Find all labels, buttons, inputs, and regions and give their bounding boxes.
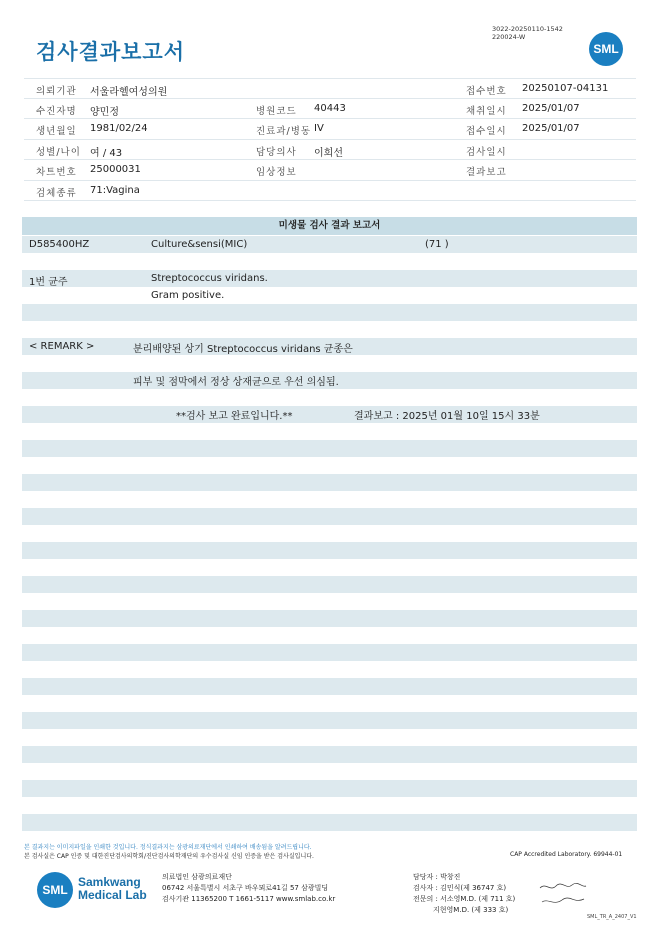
document-code — [492, 25, 563, 41]
print-notice: 본 결과지는 이미지파일을 인쇄한 것입니다. 정식결과지는 삼광의료재단에서 인쇄하여 배송됨을 알려드립니다. — [24, 844, 312, 851]
staff-info — [413, 872, 515, 916]
form-version: SML_TR_A_2407_V1 — [587, 914, 637, 920]
signature-scribble — [538, 880, 588, 910]
table-stripe — [22, 610, 637, 627]
patient-info-table — [24, 78, 636, 201]
info-row — [24, 119, 636, 140]
document-code-line: 3022-20250110-1542 — [492, 25, 563, 33]
info-label: 임상정보 — [256, 167, 297, 178]
test-code: D585400HZ — [29, 239, 90, 250]
info-value: 2025/01/07 — [522, 123, 580, 134]
info-label: 결과보고 — [466, 167, 507, 178]
info-label: 접수일시 — [466, 126, 507, 137]
info-row — [24, 78, 636, 99]
info-value: 1981/02/24 — [90, 123, 148, 134]
table-stripe — [22, 746, 637, 763]
footer-brand — [78, 876, 147, 902]
info-label: 담당의사 — [256, 146, 297, 158]
table-stripe — [22, 474, 637, 491]
info-value: 서울라헬여성의원 — [90, 87, 168, 98]
info-value: 이희선 — [314, 147, 343, 159]
table-stripe — [22, 576, 637, 593]
info-value: IV — [314, 123, 324, 134]
sml-footer-logo: SML — [37, 872, 73, 908]
info-row — [24, 181, 636, 202]
org-line: 의료법인 삼광의료재단 — [162, 873, 232, 881]
result-section-title: 미생물 검사 결과 보고서 — [22, 217, 637, 235]
info-value: 71:Vagina — [90, 184, 140, 196]
table-stripe — [22, 542, 637, 559]
table-stripe — [22, 406, 637, 423]
info-label: 채취일시 — [466, 105, 507, 117]
info-value: 40443 — [314, 102, 346, 114]
info-label: 성별/나이 — [36, 146, 81, 158]
gram-stain: Gram positive. — [151, 290, 225, 301]
info-value: 25000031 — [90, 164, 141, 175]
remark-line: 분리배양된 상기 Streptococcus viridans 균종은 — [133, 344, 353, 355]
info-row — [24, 160, 636, 181]
staff-line: 담당자 : 박창진 — [413, 873, 461, 881]
table-stripe — [22, 236, 637, 253]
org-line: 06742 서울특별시 서초구 바우뫼로41길 57 삼광빌딩 — [162, 884, 329, 892]
report-time: 결과보고 : 2025년 01월 10일 15시 33분 — [354, 411, 540, 422]
strain-label: 1번 균주 — [29, 277, 68, 288]
info-row — [24, 99, 636, 120]
organism-name: Streptococcus viridans. — [151, 273, 268, 284]
info-label: 진료과/병동 — [256, 126, 312, 137]
table-stripe — [22, 508, 637, 525]
test-name: Culture&sensi(MIC) — [151, 239, 248, 250]
table-stripe — [22, 440, 637, 457]
table-stripe — [22, 678, 637, 695]
info-row — [24, 140, 636, 161]
table-stripe — [22, 644, 637, 661]
table-stripe — [22, 814, 637, 831]
table-stripe — [22, 304, 637, 321]
accreditation-notice: 본 검사실은 CAP 인증 및 대한진단검사의학회/진단검사의학재단의 우수검사실 신임 인증을 받은 검사실입니다. — [24, 853, 314, 860]
info-label: 생년월일 — [36, 126, 77, 137]
info-value: 2025/01/07 — [522, 102, 580, 114]
staff-line: 검사자 : 김민식(제 36747 호) — [413, 884, 507, 892]
specimen-code: (71 ) — [425, 239, 449, 250]
table-stripe — [22, 780, 637, 797]
report-complete-text: **검사 보고 완료입니다.** — [176, 411, 293, 422]
info-value: 20250107-04131 — [522, 83, 609, 94]
info-value: 여 / 43 — [90, 147, 123, 159]
remark-label: < REMARK > — [29, 341, 95, 352]
document-code-line: 220024-W — [492, 33, 526, 41]
staff-line: 전문의 : 서소영M.D. (제 711 호) — [413, 895, 516, 903]
info-label: 검사일시 — [466, 146, 507, 158]
remark-line: 피부 및 점막에서 정상 상재균으로 우선 의심됨. — [133, 377, 339, 388]
info-label: 검체종류 — [36, 187, 77, 199]
sml-logo: SML — [589, 32, 623, 66]
cap-accreditation: CAP Accredited Laboratory. 69944-01 — [510, 851, 623, 858]
info-label: 의뢰기관 — [36, 86, 77, 97]
report-title: 검사결과보고서 — [36, 40, 186, 64]
info-label: 접수번호 — [466, 86, 507, 97]
organization-info — [162, 872, 335, 905]
info-value: 양민정 — [90, 106, 119, 118]
brand-line: Medical Lab — [78, 888, 147, 902]
org-line: 검사기관 11365200 T 1661-5117 www.smlab.co.kr — [162, 895, 336, 903]
info-label: 병원코드 — [256, 105, 297, 117]
brand-line: Samkwang — [78, 875, 141, 889]
table-stripe — [22, 712, 637, 729]
info-label: 수진자명 — [36, 105, 77, 117]
staff-line: 지현영M.D. (제 333 호) — [413, 906, 509, 914]
table-stripe — [22, 270, 637, 287]
info-label: 차트번호 — [36, 167, 77, 178]
